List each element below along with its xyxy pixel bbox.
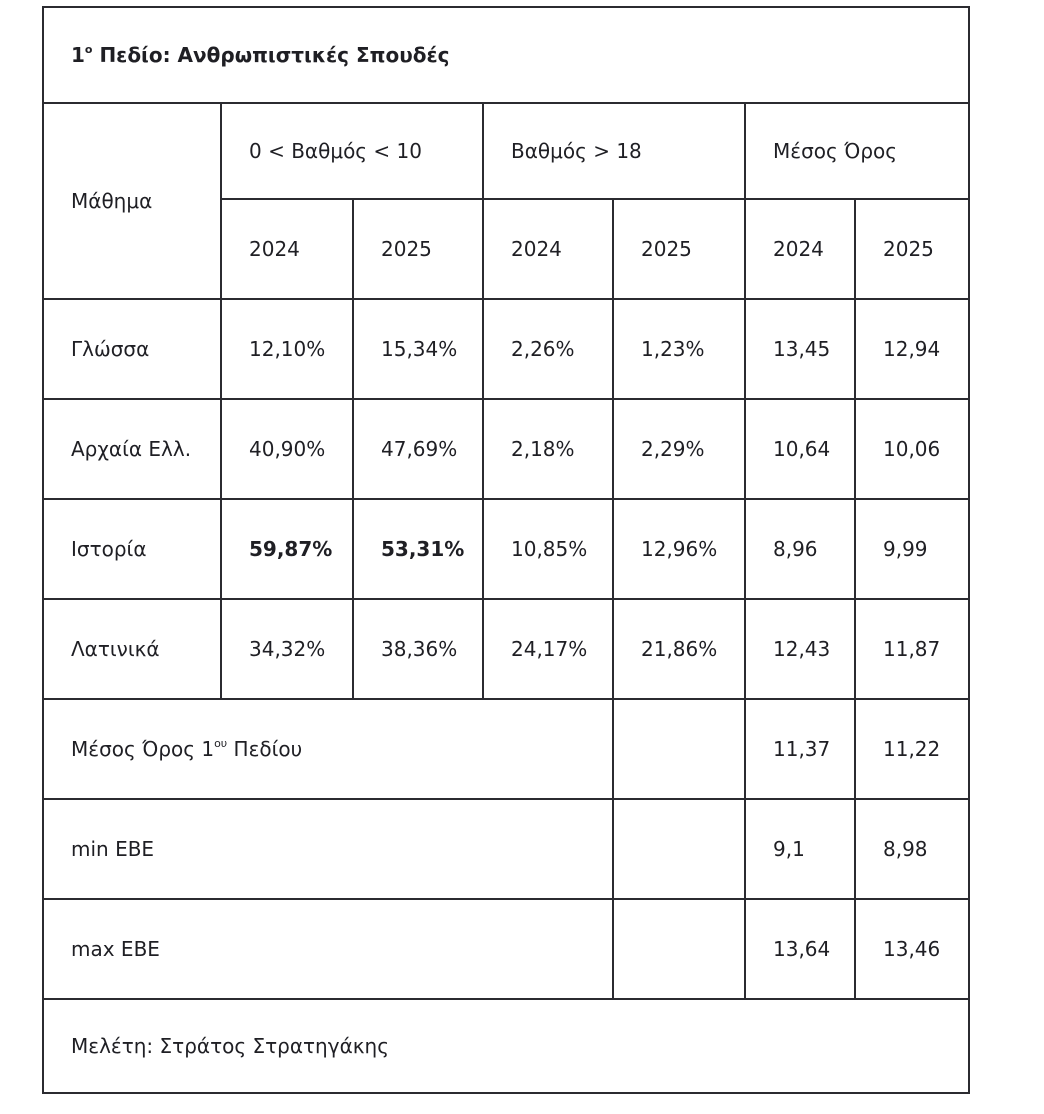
table-row <box>43 599 969 699</box>
subject-cell: Λατινικά <box>43 599 221 699</box>
low-2025-cell: 47,69% <box>353 399 483 499</box>
max-ebe-2025: 13,46 <box>855 899 969 999</box>
grades-table <box>42 6 970 1094</box>
low-2025-cell: 53,31% <box>353 499 483 599</box>
max-ebe-2024: 13,64 <box>745 899 855 999</box>
field-average-label-main: Μέσος Όρος 1 <box>71 737 215 761</box>
header-subject: Μάθημα <box>43 103 221 299</box>
field-average-2024: 11,37 <box>745 699 855 799</box>
field-average-2025: 11,22 <box>855 699 969 799</box>
low-2025-cell: 38,36% <box>353 599 483 699</box>
subject-cell: Ιστορία <box>43 499 221 599</box>
high-2024-cell: 24,17% <box>483 599 613 699</box>
high-2024-cell: 2,18% <box>483 399 613 499</box>
avg-2024-cell: 8,96 <box>745 499 855 599</box>
low-2024-cell: 34,32% <box>221 599 353 699</box>
min-ebe-2024: 9,1 <box>745 799 855 899</box>
min-ebe-2025: 8,98 <box>855 799 969 899</box>
max-ebe-row <box>43 899 969 999</box>
high-2024-cell: 10,85% <box>483 499 613 599</box>
table-row <box>43 499 969 599</box>
year-header: 2024 <box>221 199 353 299</box>
footer-credit: Μελέτη: Στράτος Στρατηγάκης <box>43 999 969 1093</box>
avg-2025-cell: 9,99 <box>855 499 969 599</box>
header-low-grade: 0 < Βαθμός < 10 <box>221 103 483 199</box>
title-row <box>43 7 969 103</box>
low-2024-cell: 40,90% <box>221 399 353 499</box>
avg-2024-cell: 13,45 <box>745 299 855 399</box>
max-ebe-label: max ΕΒΕ <box>43 899 613 999</box>
empty-cell <box>613 899 745 999</box>
avg-2024-cell: 12,43 <box>745 599 855 699</box>
min-ebe-label: min ΕΒΕ <box>43 799 613 899</box>
high-2025-cell: 21,86% <box>613 599 745 699</box>
avg-2025-cell: 10,06 <box>855 399 969 499</box>
high-2025-cell: 12,96% <box>613 499 745 599</box>
low-2024-cell: 59,87% <box>221 499 353 599</box>
table-title <box>43 7 969 103</box>
header-row <box>43 103 969 199</box>
high-2024-cell: 2,26% <box>483 299 613 399</box>
field-average-label <box>43 699 613 799</box>
subject-cell: Αρχαία Ελλ. <box>43 399 221 499</box>
field-average-label-tail: Πεδίου <box>227 737 303 761</box>
field-average-label-sup: ου <box>214 737 228 750</box>
high-2025-cell: 2,29% <box>613 399 745 499</box>
year-header: 2025 <box>353 199 483 299</box>
avg-2025-cell: 12,94 <box>855 299 969 399</box>
low-2025-cell: 15,34% <box>353 299 483 399</box>
title-text: Πεδίο: Ανθρωπιστικές Σπουδές <box>92 43 450 67</box>
table-row <box>43 399 969 499</box>
table-row <box>43 299 969 399</box>
year-header: 2025 <box>613 199 745 299</box>
min-ebe-row <box>43 799 969 899</box>
high-2025-cell: 1,23% <box>613 299 745 399</box>
empty-cell <box>613 799 745 899</box>
year-header: 2024 <box>483 199 613 299</box>
year-header: 2025 <box>855 199 969 299</box>
header-high-grade: Βαθμός > 18 <box>483 103 745 199</box>
field-average-row <box>43 699 969 799</box>
subject-cell: Γλώσσα <box>43 299 221 399</box>
title-ordinal: 1 <box>71 43 85 67</box>
empty-cell <box>613 699 745 799</box>
title-ordinal-sup: ο <box>84 43 93 56</box>
year-header: 2024 <box>745 199 855 299</box>
footer-row <box>43 999 969 1093</box>
avg-2025-cell: 11,87 <box>855 599 969 699</box>
header-average: Μέσος Όρος <box>745 103 969 199</box>
avg-2024-cell: 10,64 <box>745 399 855 499</box>
low-2024-cell: 12,10% <box>221 299 353 399</box>
